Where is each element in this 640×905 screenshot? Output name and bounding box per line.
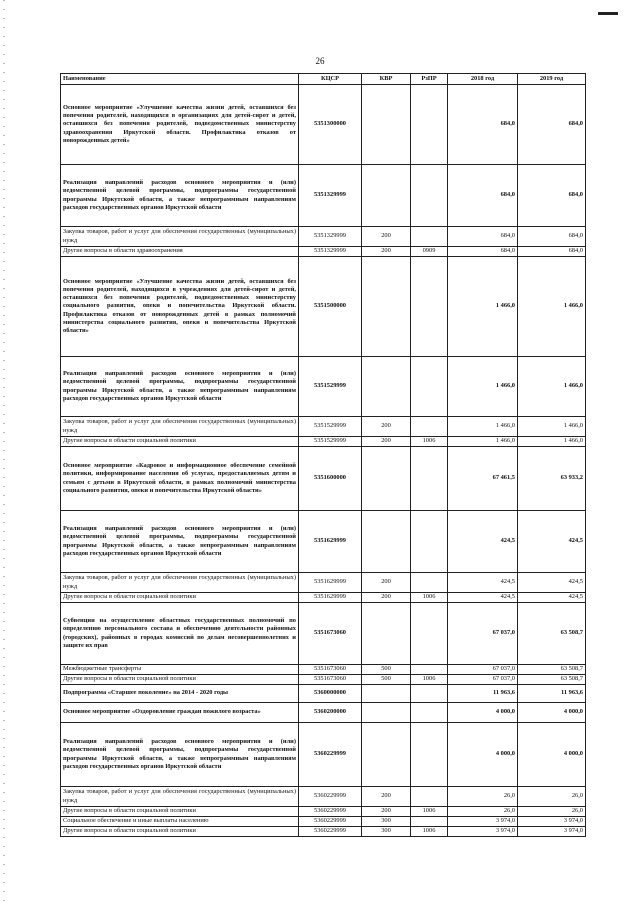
cell-y2019: 1 466,0 bbox=[518, 417, 586, 437]
cell-rzpr bbox=[411, 257, 448, 357]
cell-y2019: 26,0 bbox=[518, 787, 586, 807]
table-row bbox=[61, 603, 586, 665]
cell-name: Другие вопросы в области социальной политики bbox=[61, 827, 299, 837]
cell-kcsr: 5351529999 bbox=[299, 417, 362, 437]
cell-y2019: 1 466,0 bbox=[518, 357, 586, 417]
cell-y2019: 684,0 bbox=[518, 227, 586, 247]
cell-y2018: 1 466,0 bbox=[448, 257, 518, 357]
cell-kcsr: 5360200000 bbox=[299, 703, 362, 723]
cell-y2018: 1 466,0 bbox=[448, 417, 518, 437]
cell-name: Закупка товаров, работ и услуг для обеспечения государственных (муниципальных) нужд bbox=[61, 573, 299, 593]
table-row bbox=[61, 511, 586, 573]
cell-y2018: 11 963,6 bbox=[448, 685, 518, 703]
cell-name: Реализация направлений расходов основного мероприятия и (или) ведомственной целевой программы, подпрограммы государственной программы Иркутской области, а также непрограммным направлениям расходов государственных органов Иркутской области bbox=[61, 357, 299, 417]
cell-kcsr: 5360229999 bbox=[299, 787, 362, 807]
header-rzpr: РзПР bbox=[411, 74, 448, 85]
cell-name: Другие вопросы в области социальной политики bbox=[61, 807, 299, 817]
table-row bbox=[61, 437, 586, 447]
table-row bbox=[61, 257, 586, 357]
table-row bbox=[61, 165, 586, 227]
header-2018: 2018 год bbox=[448, 74, 518, 85]
cell-kcsr: 5351629999 bbox=[299, 511, 362, 573]
cell-kvr bbox=[362, 85, 411, 165]
cell-name: Подпрограмма «Старшее поколение» на 2014 - 2020 годы bbox=[61, 685, 299, 703]
cell-kvr: 200 bbox=[362, 227, 411, 247]
table-row bbox=[61, 787, 586, 807]
cell-rzpr bbox=[411, 227, 448, 247]
cell-name: Межбюджетные трансферты bbox=[61, 665, 299, 675]
cell-name: Закупка товаров, работ и услуг для обеспечения государственных (муниципальных) нужд bbox=[61, 227, 299, 247]
table-row bbox=[61, 703, 586, 723]
cell-rzpr bbox=[411, 447, 448, 511]
cell-rzpr: 1006 bbox=[411, 675, 448, 685]
table-row bbox=[61, 827, 586, 837]
cell-kvr: 200 bbox=[362, 573, 411, 593]
cell-y2018: 684,0 bbox=[448, 247, 518, 257]
cell-y2018: 684,0 bbox=[448, 85, 518, 165]
cell-kcsr: 5360229999 bbox=[299, 807, 362, 817]
cell-kcsr: 5351329999 bbox=[299, 227, 362, 247]
cell-kvr bbox=[362, 447, 411, 511]
cell-rzpr bbox=[411, 165, 448, 227]
cell-name: Реализация направлений расходов основного мероприятия и (или) ведомственной целевой программы, подпрограммы государственной программы Иркутской области, а также непрограммным направлениям расходов государственных органов Иркутской области bbox=[61, 723, 299, 787]
cell-kcsr: 5351629999 bbox=[299, 593, 362, 603]
cell-kcsr: 5351673060 bbox=[299, 603, 362, 665]
cell-y2019: 63 508,7 bbox=[518, 603, 586, 665]
cell-y2018: 684,0 bbox=[448, 227, 518, 247]
cell-rzpr bbox=[411, 511, 448, 573]
scan-corner-mark bbox=[598, 12, 618, 15]
cell-kcsr: 5360000000 bbox=[299, 685, 362, 703]
cell-name: Социальное обеспечение и иные выплаты населению bbox=[61, 817, 299, 827]
cell-kvr bbox=[362, 357, 411, 417]
cell-name: Основное мероприятие «Улучшение качества жизни детей, оставшихся без попечения родителей, находящихся в организациях для детей-сирот и детей, оставшихся без попечения родителей, подведомственных министерству здравоохранения Иркутской области. Профилактика отказов от новорожденных детей» bbox=[61, 85, 299, 165]
cell-rzpr bbox=[411, 665, 448, 675]
header-kcsr: КЦСР bbox=[299, 74, 362, 85]
cell-y2019: 424,5 bbox=[518, 511, 586, 573]
cell-kcsr: 5351329999 bbox=[299, 165, 362, 227]
cell-y2019: 424,5 bbox=[518, 573, 586, 593]
cell-y2018: 67 461,5 bbox=[448, 447, 518, 511]
cell-y2019: 684,0 bbox=[518, 165, 586, 227]
table-row bbox=[61, 685, 586, 703]
cell-y2018: 1 466,0 bbox=[448, 357, 518, 417]
cell-kcsr: 5351673060 bbox=[299, 675, 362, 685]
cell-y2019: 3 974,0 bbox=[518, 827, 586, 837]
table-row bbox=[61, 573, 586, 593]
table-row bbox=[61, 723, 586, 787]
cell-y2018: 424,5 bbox=[448, 511, 518, 573]
cell-name: Основное мероприятие «Оздоровление граждан пожилого возраста» bbox=[61, 703, 299, 723]
cell-rzpr bbox=[411, 603, 448, 665]
table-row bbox=[61, 447, 586, 511]
cell-y2018: 26,0 bbox=[448, 787, 518, 807]
cell-kvr bbox=[362, 511, 411, 573]
cell-y2018: 67 037,0 bbox=[448, 675, 518, 685]
cell-kvr: 200 bbox=[362, 437, 411, 447]
table-row bbox=[61, 665, 586, 675]
cell-kcsr: 5351529999 bbox=[299, 357, 362, 417]
cell-name: Субвенции на осуществление областных государственных полномочий по определению персонального состава и обеспечению деятельности районных (городских), районных в городах комиссий по делам несовершеннолетних и защите их прав bbox=[61, 603, 299, 665]
cell-kcsr: 5360229999 bbox=[299, 817, 362, 827]
cell-kvr: 500 bbox=[362, 675, 411, 685]
table-row bbox=[61, 227, 586, 247]
cell-y2019: 684,0 bbox=[518, 247, 586, 257]
table-row bbox=[61, 817, 586, 827]
cell-y2019: 1 466,0 bbox=[518, 257, 586, 357]
cell-kvr bbox=[362, 723, 411, 787]
table-row bbox=[61, 417, 586, 437]
cell-rzpr: 1006 bbox=[411, 593, 448, 603]
cell-rzpr bbox=[411, 85, 448, 165]
table-row bbox=[61, 247, 586, 257]
table-header-row bbox=[61, 74, 586, 85]
table-row bbox=[61, 357, 586, 417]
cell-kvr bbox=[362, 703, 411, 723]
budget-table bbox=[60, 73, 586, 837]
scan-edge-marks bbox=[3, 0, 5, 905]
cell-y2019: 3 974,0 bbox=[518, 817, 586, 827]
cell-name: Другие вопросы в области социальной политики bbox=[61, 593, 299, 603]
table-row bbox=[61, 807, 586, 817]
cell-rzpr bbox=[411, 417, 448, 437]
cell-rzpr: 0909 bbox=[411, 247, 448, 257]
cell-rzpr bbox=[411, 573, 448, 593]
cell-kvr: 300 bbox=[362, 827, 411, 837]
header-name: Наименование bbox=[61, 74, 299, 85]
cell-y2018: 67 037,0 bbox=[448, 665, 518, 675]
cell-kcsr: 5360229999 bbox=[299, 827, 362, 837]
table-row bbox=[61, 675, 586, 685]
cell-y2019: 4 000,0 bbox=[518, 703, 586, 723]
cell-kvr: 200 bbox=[362, 787, 411, 807]
cell-y2019: 424,5 bbox=[518, 593, 586, 603]
cell-y2018: 4 000,0 bbox=[448, 703, 518, 723]
cell-y2018: 3 974,0 bbox=[448, 817, 518, 827]
cell-name: Реализация направлений расходов основного мероприятия и (или) ведомственной целевой программы, подпрограммы государственной программы Иркутской области, а также непрограммным направлениям расходов государственных органов Иркутской области bbox=[61, 165, 299, 227]
cell-kcsr: 5351529999 bbox=[299, 437, 362, 447]
cell-rzpr: 1006 bbox=[411, 807, 448, 817]
table-row bbox=[61, 593, 586, 603]
cell-rzpr bbox=[411, 703, 448, 723]
cell-y2019: 11 963,6 bbox=[518, 685, 586, 703]
cell-name: Другие вопросы в области социальной политики bbox=[61, 437, 299, 447]
cell-y2019: 63 508,7 bbox=[518, 665, 586, 675]
cell-y2018: 424,5 bbox=[448, 593, 518, 603]
cell-y2019: 684,0 bbox=[518, 85, 586, 165]
header-2019: 2019 год bbox=[518, 74, 586, 85]
cell-kcsr: 5351673060 bbox=[299, 665, 362, 675]
table-body bbox=[61, 85, 586, 837]
cell-rzpr bbox=[411, 357, 448, 417]
cell-kcsr: 5360229999 bbox=[299, 723, 362, 787]
cell-kvr: 200 bbox=[362, 247, 411, 257]
cell-y2019: 26,0 bbox=[518, 807, 586, 817]
cell-y2018: 67 037,0 bbox=[448, 603, 518, 665]
cell-rzpr bbox=[411, 685, 448, 703]
cell-rzpr bbox=[411, 817, 448, 827]
cell-kvr: 200 bbox=[362, 593, 411, 603]
cell-kcsr: 5351500000 bbox=[299, 257, 362, 357]
cell-kvr bbox=[362, 685, 411, 703]
cell-kcsr: 5351329999 bbox=[299, 247, 362, 257]
cell-kvr: 500 bbox=[362, 665, 411, 675]
cell-name: Закупка товаров, работ и услуг для обеспечения государственных (муниципальных) нужд bbox=[61, 417, 299, 437]
cell-rzpr: 1006 bbox=[411, 827, 448, 837]
cell-rzpr: 1006 bbox=[411, 437, 448, 447]
cell-y2018: 3 974,0 bbox=[448, 827, 518, 837]
cell-name: Основное мероприятие «Кадровое и информационное обеспечение семейной политики, информирование населения об услугах, предоставляемых детям и семьям с детьми в Иркутской области, в рамках полномочий министерства социального развития, опеки и попечительства Иркутской области» bbox=[61, 447, 299, 511]
cell-y2018: 424,5 bbox=[448, 573, 518, 593]
cell-y2019: 4 000,0 bbox=[518, 723, 586, 787]
cell-kcsr: 5351629999 bbox=[299, 573, 362, 593]
cell-name: Другие вопросы в области здравоохранения bbox=[61, 247, 299, 257]
cell-y2019: 1 466,0 bbox=[518, 437, 586, 447]
cell-y2018: 26,0 bbox=[448, 807, 518, 817]
cell-kcsr: 5351600000 bbox=[299, 447, 362, 511]
cell-name: Реализация направлений расходов основного мероприятия и (или) ведомственной целевой программы, подпрограммы государственной программы Иркутской области, а также непрограммным направлениям расходов государственных органов Иркутской области bbox=[61, 511, 299, 573]
cell-name: Другие вопросы в области социальной политики bbox=[61, 675, 299, 685]
cell-name: Основное мероприятие «Улучшение качества жизни детей, оставшихся без попечения родителей, находящихся в учреждениях для детей-сирот и детей, оставшихся без попечения родителей, подведомственных министерству социального развития, опеки и попечительства Иркутской области. Профилактика отказов от новорожденных детей в рамках полномочий министерства социального развития, опеки и попечительства Иркутской области» bbox=[61, 257, 299, 357]
cell-name: Закупка товаров, работ и услуг для обеспечения государственных (муниципальных) нужд bbox=[61, 787, 299, 807]
cell-y2018: 1 466,0 bbox=[448, 437, 518, 447]
cell-y2019: 63 933,2 bbox=[518, 447, 586, 511]
cell-rzpr bbox=[411, 723, 448, 787]
cell-y2018: 4 000,0 bbox=[448, 723, 518, 787]
cell-kvr bbox=[362, 257, 411, 357]
cell-kvr: 200 bbox=[362, 417, 411, 437]
cell-kvr: 200 bbox=[362, 807, 411, 817]
header-kvr: КВР bbox=[362, 74, 411, 85]
cell-kvr bbox=[362, 603, 411, 665]
cell-y2019: 63 508,7 bbox=[518, 675, 586, 685]
cell-rzpr bbox=[411, 787, 448, 807]
table-row bbox=[61, 85, 586, 165]
cell-y2018: 684,0 bbox=[448, 165, 518, 227]
cell-kcsr: 5351300000 bbox=[299, 85, 362, 165]
cell-kvr bbox=[362, 165, 411, 227]
cell-kvr: 300 bbox=[362, 817, 411, 827]
page-number: 26 bbox=[315, 56, 325, 66]
